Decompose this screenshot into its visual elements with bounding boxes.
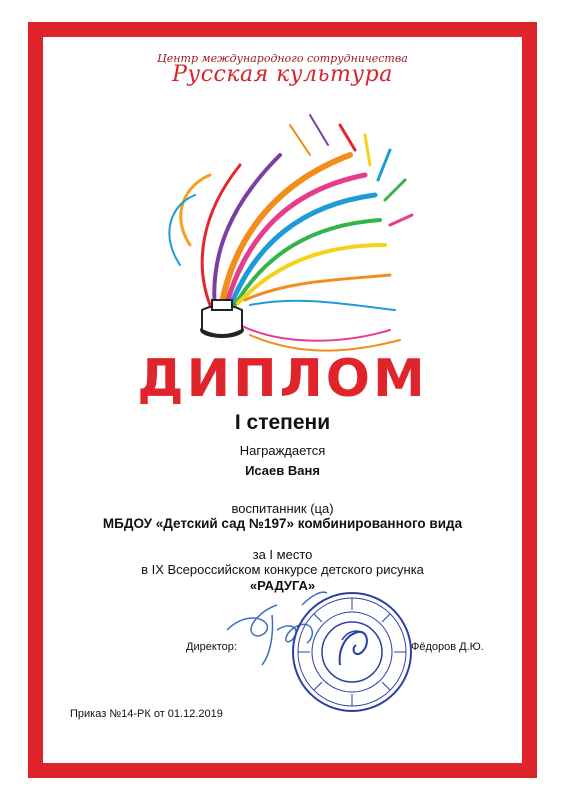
director-label: Директор: xyxy=(186,641,237,653)
organization-name: МБДОУ «Детский сад №197» комбинированного вида xyxy=(102,516,463,531)
order-reference: Приказ №14-РК от 01.12.2019 xyxy=(70,708,223,720)
quill-rainbow-illustration xyxy=(150,95,420,365)
award-place: за I место xyxy=(252,547,313,562)
brand-logo: Русская культура xyxy=(172,62,393,87)
pupil-label: воспитанник (ца) xyxy=(231,501,334,516)
director-name: Фёдоров Д.Ю. xyxy=(411,641,484,653)
contest-description: в IX Всероссийском конкурсе детского рисунка xyxy=(141,562,424,577)
brand-subtitle: Центр международного сотрудничества xyxy=(157,52,408,65)
diploma-degree: I степени xyxy=(234,411,331,434)
recipient-name: Исаев Ваня xyxy=(245,463,320,478)
diploma-title: ДИПЛОМ xyxy=(137,349,428,409)
contest-name: «РАДУГА» xyxy=(249,578,316,593)
official-stamp-image xyxy=(290,590,414,714)
awarded-label: Награждается xyxy=(239,443,326,458)
